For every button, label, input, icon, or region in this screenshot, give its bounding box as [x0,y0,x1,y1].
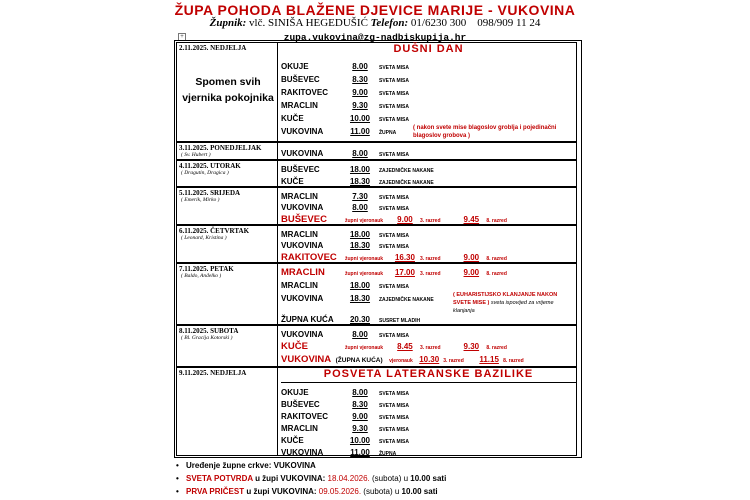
list-item: BUŠEVEC 8.30 SVETA MISA [281,400,410,409]
bullet-item: • SVETA POTVRDA u župi VUKOVINA: 18.04.2026. (subota) u 10.00 sati [176,474,447,483]
date-label: 3.11.2025. PONEDJELJAK [179,144,262,152]
saint-label: ( Sv. Hubert ) [181,152,211,158]
list-item: VUKOVINA 8.00 SVETA MISA [281,203,410,212]
bullet-item: • PRVA PRIČEST u župi VUKOVINA: 09.05.2026. (subota) u 10.00 sati [176,487,438,496]
list-item: VUKOVINA 18.30 ZAJEDNIČKE NAKANE [281,294,434,303]
date-cell [177,43,278,141]
bullet-item: • Uređenje župne crkve: VUKOVINA [176,461,316,470]
list-item: MRACLIN 7.30 SVETA MISA [281,192,410,201]
page-title: ŽUPA POHODA BLAŽENE DJEVICE MARIJE - VUKOVINA [174,2,576,18]
list-item: VUKOVINA 8.00 SVETA MISA [281,149,410,158]
list-item: KUČE 10.00 SVETA MISA [281,114,410,123]
date-label: 9.11.2025. NEDJELJA [179,369,247,377]
list-item: BUŠEVEC župni vjeronauk 9.00 3. razred 9.45 8. razred [281,214,507,225]
day-row [176,42,577,142]
date-label: 2.11.2025. NEDJELJA [179,44,247,52]
pastor-line: Župnik: vlč. SINIŠA HEGEDUŠIĆ Telefon: 01/6230 300 098/909 11 24 [209,17,541,29]
date-label: 4.11.2025. UTORAK [179,162,241,170]
day-row [176,263,577,325]
list-item: MRACLIN župni vjeronauk 17.00 3. razred 9.00 8. razred [281,267,507,278]
list-item: BUŠEVEC 18.00 ZAJEDNIČKE NAKANE [281,165,434,174]
list-item: RAKITOVEC 9.00 SVETA MISA [281,412,410,421]
list-item: OKUJE 8.00 SVETA MISA [281,62,410,71]
list-item: VUKOVINA (ŽUPNA KUĆA) vjeronauk 10.30 3. razred 11.15 8. razred [281,354,524,365]
list-item: KUČE župni vjeronauk 8.45 3. razred 9.30 8. razred [281,341,507,352]
list-item: MRACLIN 9.30 SVETA MISA [281,424,410,433]
saint-label: ( Leonard, Kristina ) [181,235,227,241]
list-item: KUČE 18.30 ZAJEDNIČKE NAKANE [281,177,434,186]
day-row [176,187,577,225]
date-label: 7.11.2025. PETAK [179,265,234,273]
list-item: KUČE 10.00 SVETA MISA [281,436,410,445]
memorial-text: Spomen svih vjernika pokojnika [182,76,274,104]
day-row [176,367,577,456]
list-item: ŽUPNA KUĆA 20.30 SUSRET MLADIH [281,315,421,324]
list-item: VUKOVINA 8.00 SVETA MISA [281,330,410,339]
day-title: DUŠNI DAN [393,43,464,55]
day-row [176,225,577,263]
day-row [176,160,577,187]
saint-label: ( Emerik, Mirko ) [181,197,220,203]
date-label: 5.11.2025. SRIJEDA [179,189,241,197]
list-item: MRACLIN 9.30 SVETA MISA [281,101,410,110]
list-item: VUKOVINA 11.00 ŽUPNA [281,448,397,457]
saint-label: ( Bl. Gracija Kotorski ) [181,335,233,341]
note: ( EUHARISTIJSKO KLANJANJE NAKON SVETE MISE ) sveta ispovijed za vrijeme klanjanja [453,292,558,314]
saint-label: ( Baldo, Anđelko ) [181,273,222,279]
day-row [176,142,577,160]
list-item: VUKOVINA 18.30 SVETA MISA [281,241,410,250]
date-label: 8.11.2025. SUBOTA [179,327,239,335]
date-label: 6.11.2025. ČETVRTAK [179,227,250,235]
saint-label: ( Dragutin, Dragica ) [181,170,229,176]
email: zupa.vukovina@zg-nadbiskupija.hr [283,32,467,43]
day-title: POSVETA LATERANSKE BAZILIKE [281,368,576,383]
list-item: MRACLIN 18.00 SVETA MISA [281,230,410,239]
list-item: OKUJE 8.00 SVETA MISA [281,388,410,397]
list-item: RAKITOVEC 9.00 SVETA MISA [281,88,410,97]
day-row [176,325,577,367]
list-item: VUKOVINA 11.00 ŽUPNA [281,127,397,136]
table-anchor-icon: + [178,33,186,41]
list-item: MRACLIN 18.00 SVETA MISA [281,281,410,290]
list-item: BUŠEVEC 8.30 SVETA MISA [281,75,410,84]
note: ( nakon svete mise blagoslov groblja i pojedinačni blagoslov grobova ) [413,125,557,139]
list-item: RAKITOVEC župni vjeronauk 16.30 3. razred 9.00 8. razred [281,252,507,263]
